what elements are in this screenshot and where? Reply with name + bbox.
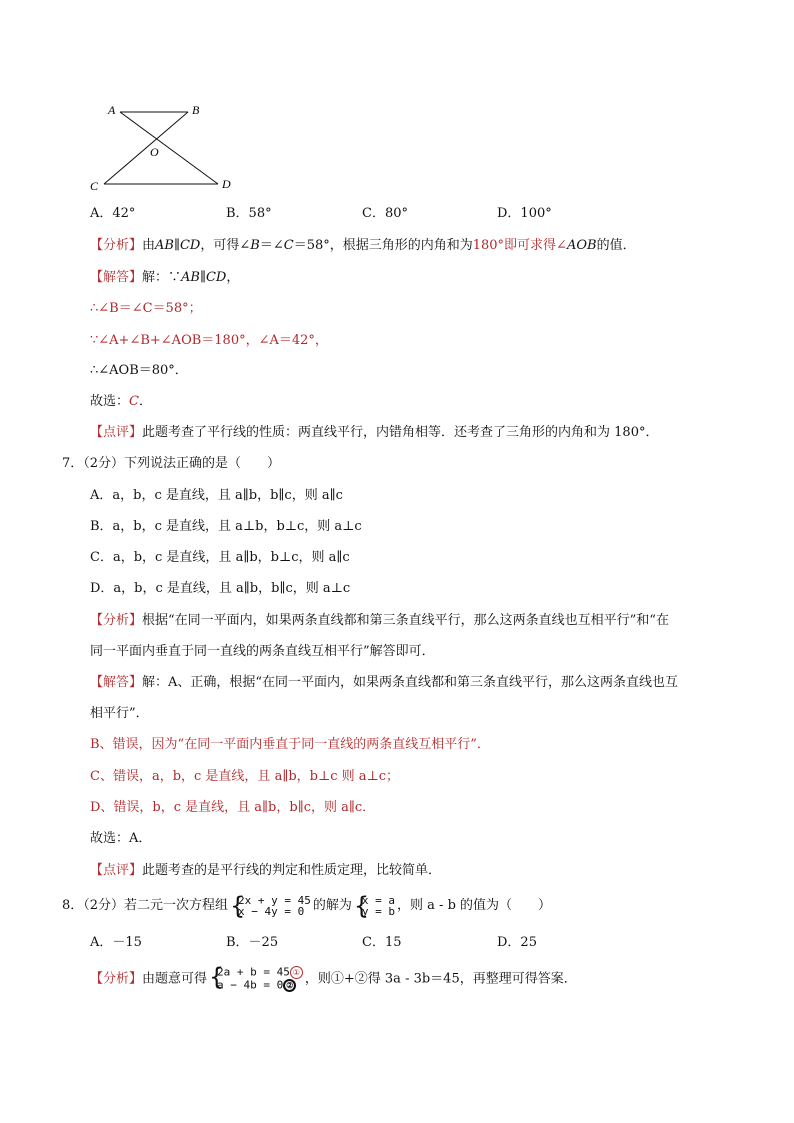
q8-system-2: { x = a y = b <box>353 891 396 920</box>
q7-option-c: C．a，b，c 是直线，且 a∥b，b⊥c，则 a∥c <box>90 550 350 565</box>
q8-analysis: 【分析】由题意可得 { 2a + b = 45 ① a − 4b = 0 ② ，则①+②得 3a - 3b＝45，再整理可得答案． <box>90 963 577 992</box>
q6-option-d: D．100° <box>497 206 552 221</box>
q8-option-c: C．15 <box>362 935 402 950</box>
segment-ad <box>120 112 218 184</box>
q7-option-b: B．a，b，c 是直线，且 a⊥b，b⊥c，则 a⊥c <box>90 519 362 534</box>
q7-analysis-line-2: 同一平面内垂直于同一直线的两条直线互相平行”解答即可． <box>90 644 435 659</box>
q6-option-b: B．58° <box>226 206 272 221</box>
q7-option-d: D．a，b，c 是直线，且 a∥b，b∥c，则 a⊥c <box>90 581 351 596</box>
q7-answer-line-1: 【解答】解：A、正确，根据“在同一平面内，如果两条直线都和第三条直线平行，那么这两条直线也互 <box>90 675 679 690</box>
label-a: A <box>108 103 116 117</box>
label-o: O <box>150 145 159 159</box>
triangle-diagram <box>84 96 244 196</box>
q7-option-a: A．a，b，c 是直线，且 a∥b，b∥c，则 a∥c <box>90 488 343 503</box>
q6-step-1: ∴∠B＝∠C＝58°； <box>90 301 202 316</box>
q8-system-3: { 2a + b = 45 ① a − 4b = 0 ② <box>209 966 303 992</box>
geometry-figure <box>84 96 244 196</box>
q7-answer-line-2: 相平行”． <box>90 706 149 721</box>
q6-analysis: 【分析】由AB∥CD，可得∠B＝∠C＝58°，根据三角形的内角和为180°即可求得∠AOB的值． <box>90 238 636 253</box>
q7-c-line: C、错误，a，b，c 是直线，且 a∥b，b⊥c 则 a⊥c； <box>90 769 399 784</box>
q6-choose: 故选：C． <box>90 394 152 409</box>
q6-comment: 【点评】此题考查了平行线的性质：两直线平行，内错角相等．还考查了三角形的内角和为 180°． <box>90 425 659 440</box>
q6-option-a: A．42° <box>90 206 136 221</box>
q7-d-line: D、错误，b，c 是直线，且 a∥b，b∥c，则 a∥c． <box>90 800 376 815</box>
label-b: B <box>192 103 200 117</box>
q6-option-c: C．80° <box>362 206 408 221</box>
q8-option-d: D．25 <box>497 935 537 950</box>
q7-comment: 【点评】此题考查的是平行线的判定和性质定理，比较简单． <box>90 863 442 878</box>
q7-analysis-line-1: 【分析】根据“在同一平面内，如果两条直线都和第三条直线平行，那么这两条直线也互相平行”和“在 <box>90 613 669 628</box>
q6-answer: 【解答】解：∵AB∥CD， <box>90 270 240 285</box>
q8-option-b: B．－25 <box>226 935 279 950</box>
q8-stem: 8．（2分）若二元一次方程组 { 2x + y = 45 x − 4y = 0 的解为 { x = a y = b ，则 a - b 的值为（ ） <box>62 891 552 920</box>
label-c: C <box>90 179 99 193</box>
q7-choose: 故选：A． <box>90 831 152 846</box>
q6-step-2: ∵∠A+∠B+∠AOB＝180°，∠A＝42°， <box>90 333 328 348</box>
q6-step-3: ∴∠AOB＝80°． <box>90 363 188 378</box>
segment-bc <box>104 112 188 184</box>
q8-option-a: A．－15 <box>90 935 142 950</box>
q7-b-line: B、错误，因为“在同一平面内垂直于同一直线的两条直线互相平行”． <box>90 737 490 752</box>
q8-system-1: { 2x + y = 45 x − 4y = 0 <box>230 891 311 920</box>
label-d: D <box>222 177 231 191</box>
q7-stem: 7．（2分）下列说法正确的是（ ） <box>62 456 281 471</box>
